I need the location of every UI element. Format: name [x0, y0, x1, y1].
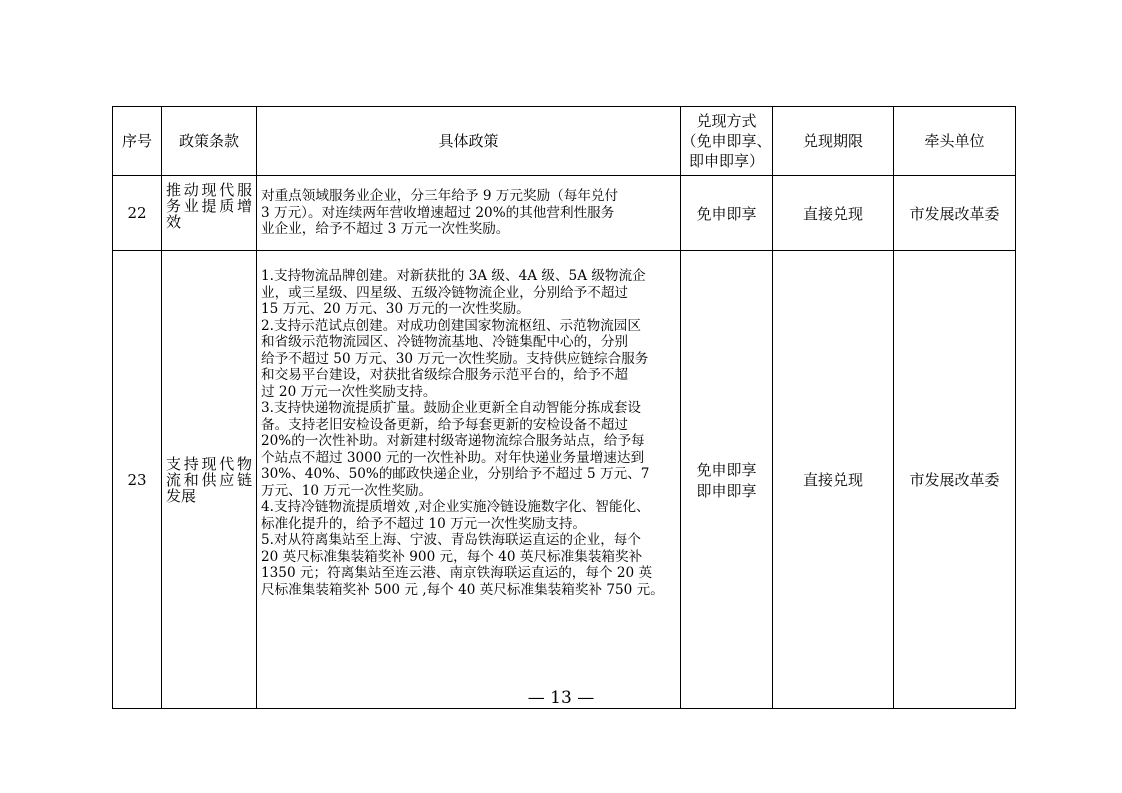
row-unit: 市发展改革委: [894, 251, 1016, 709]
policy-line: 4.支持冷链物流提质增效 ,对企业实施冷链设施数字化、智能化、: [261, 499, 650, 515]
policy-line: 15 万元、20 万元、30 万元的一次性奖励。: [261, 301, 530, 317]
header-redeem-method-line: （免申即享、: [681, 132, 772, 150]
policy-line: 过 20 万元一次性奖励支持。: [261, 383, 437, 400]
policy-line: 20%的一次性补助。对新建村级寄递物流综合服务站点，给予每: [261, 433, 645, 449]
row-unit: 市发展改革委: [894, 176, 1016, 251]
policy-line: 对重点领域服务业企业，分三年给予 9 万元奖励（每年兑付: [261, 188, 619, 205]
policy-line: 和交易平台建设，对获批省级综合服务示范平台的，给予不超: [261, 367, 629, 383]
row-clause: 推动现代服务业提质增效: [162, 176, 257, 251]
policy-line: 备。支持老旧安检设备更新，给予每套更新的安检设备不超过: [261, 416, 629, 433]
header-seq: 序号: [113, 107, 162, 176]
policy-line: 标准化提升的，给予不超过 10 万元一次性奖励支持。: [261, 515, 587, 532]
header-redeem-method: [681, 107, 773, 176]
method-line: 即申即享: [696, 481, 757, 500]
policy-line: 业，或三星级、四星级、五级冷链物流企业，分别给予不超过: [261, 284, 629, 301]
policy-line: 20 英尺标准集装箱奖补 900 元，每个 40 英尺标准集装箱奖补: [261, 548, 643, 565]
table-row: [113, 251, 1016, 709]
policy-line: 1350 元；符离集站至连云港、南京铁海联运直运的，每个 20 英: [261, 565, 653, 581]
header-redeem-method-line: 即申即享）: [688, 152, 764, 170]
policy-line: 3.支持快递物流提质扩量。鼓励企业更新全自动智能分拣成套设: [261, 400, 641, 416]
policy-line: 1.支持物流品牌创建。对新获批的 3A 级、4A 级、5A 级物流企: [261, 268, 646, 284]
policy-line: 万元、10 万元一次性奖励。: [261, 482, 433, 499]
row-period: 直接兑现: [773, 176, 894, 251]
method-line: 免申即享: [696, 204, 757, 223]
row-clause: 支持现代物流和供应链发展: [162, 251, 257, 709]
policy-table: [112, 106, 1016, 709]
header-redeem-period: 兑现期限: [773, 107, 894, 176]
policy-line: 和省级示范物流园区、冷链物流基地、冷链集配中心的，分别: [261, 334, 629, 350]
policy-line: 给予不超过 50 万元、30 万元一次性奖励。支持供应链综合服务: [261, 350, 649, 367]
table-header-row: [113, 107, 1016, 176]
row-policy: [257, 176, 681, 251]
policy-line: 5.对从符离集站至上海、宁波、青岛铁海联运直运的企业，每个: [261, 532, 641, 548]
header-redeem-method-line: 兑现方式: [696, 112, 757, 130]
row-seq: 23: [113, 251, 162, 709]
header-clause: 政策条款: [162, 107, 257, 176]
policy-line: 2.支持示范试点创建。对成功创建国家物流枢纽、示范物流园区: [261, 317, 641, 334]
policy-line: 3 万元）。对连续两年营收增速超过 20%的其他营利性服务: [261, 204, 615, 221]
page-number: — 13 —: [527, 688, 595, 708]
header-policy: 具体政策: [257, 107, 681, 176]
row-period: 直接兑现: [773, 251, 894, 709]
row-policy: [257, 251, 681, 709]
policy-line: 个站点不超过 3000 元的一次性补助。对年快递业务量增速达到: [261, 449, 645, 466]
policy-line: 30%、40%、50%的邮政快递企业，分别给予不超过 5 万元、7: [261, 466, 650, 482]
row-method: [681, 251, 773, 709]
method-line: 免申即享: [696, 460, 757, 479]
policy-line: 尺标准集装箱奖补 500 元 ,每个 40 英尺标准集装箱奖补 750 元。: [261, 581, 664, 598]
table-row: [113, 176, 1016, 251]
row-seq: 22: [113, 176, 162, 251]
row-method: [681, 176, 773, 251]
header-lead-unit: 牵头单位: [894, 107, 1016, 176]
policy-line: 业企业，给予不超过 3 万元一次性奖励。: [261, 221, 510, 238]
